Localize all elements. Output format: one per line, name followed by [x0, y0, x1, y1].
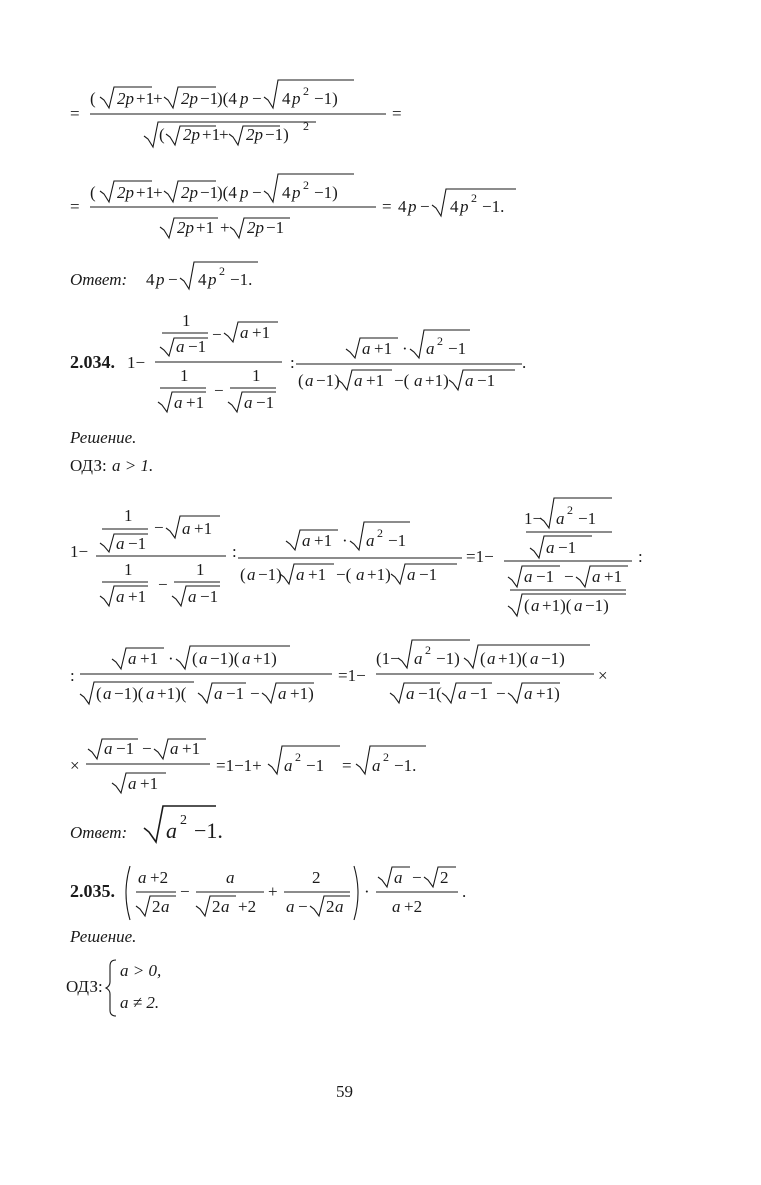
svg-text:−1): −1): [316, 371, 340, 390]
svg-text:+1: +1: [140, 649, 159, 668]
svg-text:+1: +1: [252, 323, 271, 342]
svg-text:2: 2: [212, 897, 221, 916]
answer-top: [70, 262, 258, 289]
svg-text:−1: −1: [266, 218, 285, 237]
svg-text:a: a: [465, 371, 474, 390]
svg-text:.: .: [462, 882, 467, 901]
svg-text:+1: +1: [202, 125, 221, 144]
svg-text:−1: −1: [448, 339, 467, 358]
svg-text:p: p: [208, 270, 217, 289]
svg-text:(: (: [192, 649, 198, 668]
svg-text:2: 2: [440, 868, 449, 887]
svg-text:a: a: [414, 649, 423, 668]
svg-text:2: 2: [383, 750, 389, 764]
svg-text:−1: −1: [536, 567, 555, 586]
svg-text:2: 2: [303, 178, 309, 192]
svg-text:+1: +1: [186, 393, 205, 412]
svg-text:p: p: [240, 183, 249, 202]
svg-text:1: 1: [124, 560, 133, 579]
svg-text:a: a: [284, 756, 293, 775]
svg-text:a: a: [414, 371, 423, 390]
svg-text:a: a: [556, 509, 565, 528]
svg-text:a: a: [278, 684, 287, 703]
svg-text:−: −: [180, 882, 190, 901]
svg-text:a: a: [407, 565, 416, 584]
svg-text:a: a: [530, 649, 539, 668]
svg-text:−1): −1): [436, 649, 460, 668]
svg-text:p: p: [292, 183, 301, 202]
svg-text:a: a: [362, 339, 371, 358]
answer-label: Ответ:: [70, 823, 128, 842]
svg-text:a: a: [240, 323, 249, 342]
svg-text:−1: −1: [470, 684, 489, 703]
svg-text:a: a: [104, 739, 113, 758]
svg-text:·: ·: [364, 882, 370, 901]
svg-text:4: 4: [282, 183, 291, 202]
svg-text:+1)(: +1)(: [542, 596, 572, 615]
svg-text:(: (: [240, 565, 246, 584]
svg-text:a: a: [244, 393, 253, 412]
svg-text:+: +: [153, 89, 163, 108]
svg-text:2: 2: [295, 750, 301, 764]
svg-text:+1: +1: [374, 339, 393, 358]
svg-text:·: ·: [168, 649, 174, 668]
svg-text:+1: +1: [182, 739, 201, 758]
svg-text:−1: −1: [306, 756, 325, 775]
equation-line-4: [70, 640, 608, 704]
svg-text:)(4: )(4: [217, 89, 237, 108]
svg-text:2: 2: [219, 264, 225, 278]
svg-text:a: a: [392, 897, 401, 916]
equation-line-2: [70, 174, 516, 238]
svg-text:−: −: [154, 518, 164, 537]
svg-text:1−: 1−: [127, 353, 146, 372]
svg-text:a: a: [592, 567, 601, 586]
svg-text:a: a: [296, 565, 305, 584]
svg-text:1−: 1−: [70, 542, 89, 561]
svg-text:a: a: [174, 393, 183, 412]
svg-text:+1): +1): [367, 565, 391, 584]
svg-text:)(4: )(4: [217, 183, 237, 202]
svg-text:−: −: [142, 739, 152, 758]
svg-text:4: 4: [398, 197, 407, 216]
svg-text:(: (: [298, 371, 304, 390]
svg-text:−1: −1: [200, 183, 219, 202]
svg-text:−1): −1): [585, 596, 609, 615]
svg-text:a: a: [247, 565, 256, 584]
svg-text:+1): +1): [536, 684, 560, 703]
svg-text:4: 4: [198, 270, 207, 289]
svg-text:a: a: [524, 567, 533, 586]
svg-text:−1: −1: [256, 393, 275, 412]
svg-text:−1: −1: [558, 538, 577, 557]
svg-text:(: (: [90, 183, 96, 202]
svg-text:a: a: [116, 534, 125, 553]
svg-text:2p: 2p: [181, 89, 198, 108]
odz-condition-1: a > 0,: [120, 961, 162, 980]
svg-text:a: a: [335, 897, 344, 916]
svg-text:1: 1: [180, 366, 189, 385]
svg-text:2p: 2p: [247, 218, 264, 237]
svg-text:+1): +1): [290, 684, 314, 703]
svg-text:=: =: [70, 197, 80, 216]
svg-text:−1.: −1.: [482, 197, 505, 216]
svg-text:a: a: [458, 684, 467, 703]
svg-text:2: 2: [425, 643, 431, 657]
svg-text:a: a: [487, 649, 496, 668]
svg-text:+1: +1: [314, 531, 333, 550]
svg-text:·: ·: [402, 339, 408, 358]
solution-label: Решение.: [70, 927, 137, 946]
svg-text:=1−1+: =1−1+: [216, 756, 262, 775]
svg-text:2: 2: [312, 868, 321, 887]
svg-text:a: a: [394, 868, 403, 887]
svg-text:a: a: [170, 739, 179, 758]
svg-text:a: a: [531, 596, 540, 615]
svg-text:+1: +1: [194, 519, 213, 538]
svg-text:−1: −1: [226, 684, 245, 703]
svg-text:a: a: [199, 649, 208, 668]
svg-text:−(: −(: [394, 371, 410, 390]
svg-text:−1: −1: [388, 531, 407, 550]
svg-text:−: −: [252, 183, 262, 202]
svg-text:−1): −1): [314, 89, 338, 108]
svg-text:a: a: [286, 897, 295, 916]
svg-text:2: 2: [303, 84, 309, 98]
svg-text:p: p: [460, 197, 469, 216]
svg-text:+1: +1: [136, 183, 155, 202]
svg-text:−: −: [298, 897, 308, 916]
odz-condition-2: a ≠ 2.: [120, 993, 160, 1012]
svg-text:=: =: [392, 104, 402, 123]
svg-text:a: a: [138, 868, 147, 887]
svg-text:−1: −1: [419, 565, 438, 584]
svg-text:4: 4: [282, 89, 291, 108]
odz-2035: [66, 960, 161, 1016]
svg-text:2p: 2p: [183, 125, 200, 144]
svg-text:p: p: [408, 197, 417, 216]
svg-text:a: a: [366, 531, 375, 550]
svg-text:1: 1: [252, 366, 261, 385]
svg-text:+1: +1: [366, 371, 385, 390]
solution-label: Решение.: [70, 428, 137, 447]
svg-text:−1): −1): [541, 649, 565, 668]
svg-text::: :: [70, 666, 75, 685]
svg-text:a: a: [406, 684, 415, 703]
svg-text:a: a: [128, 774, 137, 793]
svg-text:+1): +1): [253, 649, 277, 668]
svg-text:+1: +1: [128, 587, 147, 606]
svg-text:a: a: [161, 897, 170, 916]
svg-text:−1): −1): [265, 125, 289, 144]
svg-text:2: 2: [326, 897, 335, 916]
svg-text:−: −: [412, 868, 422, 887]
svg-text:a: a: [116, 587, 125, 606]
svg-text:−1: −1: [116, 739, 135, 758]
svg-text:4: 4: [450, 197, 459, 216]
svg-text:−1): −1): [314, 183, 338, 202]
svg-text:−1.: −1.: [230, 270, 253, 289]
svg-text:2p: 2p: [246, 125, 263, 144]
answer-2034: [70, 806, 223, 843]
svg-text:+1)(: +1)(: [498, 649, 528, 668]
svg-text:(: (: [159, 125, 165, 144]
svg-text:a: a: [146, 684, 155, 703]
svg-text:a: a: [354, 371, 363, 390]
svg-text:1: 1: [182, 311, 191, 330]
svg-text:−1): −1): [258, 565, 282, 584]
svg-text:2: 2: [152, 897, 161, 916]
svg-text::: :: [290, 353, 295, 372]
svg-text:a: a: [214, 684, 223, 703]
svg-text:+1: +1: [308, 565, 327, 584]
svg-text:2p: 2p: [117, 89, 134, 108]
svg-text:−: −: [212, 325, 222, 344]
answer-label: Ответ:: [70, 270, 128, 289]
svg-text:a: a: [166, 818, 177, 843]
svg-text:×: ×: [70, 756, 80, 775]
svg-text:+1: +1: [196, 218, 215, 237]
svg-text:−1)(: −1)(: [114, 684, 144, 703]
problem-2034-statement: [70, 311, 526, 412]
svg-text:=: =: [342, 756, 352, 775]
odz-label: ОДЗ:: [66, 977, 103, 996]
odz-value: a > 1.: [112, 456, 154, 475]
svg-text:+2: +2: [404, 897, 423, 916]
svg-text:−: −: [252, 89, 262, 108]
equation-line-3: [70, 498, 643, 616]
svg-text:+1): +1): [425, 371, 449, 390]
svg-text:=1−: =1−: [338, 666, 366, 685]
svg-text:2: 2: [180, 813, 187, 828]
svg-text:−: −: [250, 684, 260, 703]
svg-text:2: 2: [377, 526, 383, 540]
svg-text:(: (: [96, 684, 102, 703]
svg-text:−: −: [564, 567, 574, 586]
svg-text:4: 4: [146, 270, 155, 289]
svg-text:−1: −1: [477, 371, 496, 390]
svg-text:p: p: [292, 89, 301, 108]
svg-text:a: a: [574, 596, 583, 615]
svg-text:+: +: [219, 125, 229, 144]
svg-text:+1)(: +1)(: [157, 684, 187, 703]
svg-text:a: a: [242, 649, 251, 668]
svg-text:−1: −1: [200, 587, 219, 606]
svg-text:+1: +1: [604, 567, 623, 586]
svg-text::: :: [638, 547, 643, 566]
svg-text:1−: 1−: [524, 509, 543, 528]
svg-text:−: −: [214, 381, 224, 400]
svg-text:2: 2: [303, 119, 309, 133]
svg-text:2p: 2p: [117, 183, 134, 202]
svg-text:−1: −1: [128, 534, 147, 553]
svg-text:a: a: [426, 339, 435, 358]
svg-text:−1: −1: [578, 509, 597, 528]
svg-text:−: −: [420, 197, 430, 216]
svg-text:−1(: −1(: [418, 684, 442, 703]
svg-text:p: p: [156, 270, 165, 289]
svg-text:−(: −(: [336, 565, 352, 584]
svg-text:−: −: [158, 575, 168, 594]
svg-text:a: a: [356, 565, 365, 584]
svg-text:−: −: [496, 684, 506, 703]
page-number: 59: [336, 1082, 353, 1101]
equation-line-5: [70, 739, 426, 793]
svg-text:+: +: [268, 882, 278, 901]
svg-text:a: a: [546, 538, 555, 557]
svg-text:=: =: [382, 197, 392, 216]
svg-text:a: a: [226, 868, 235, 887]
svg-text:+1: +1: [136, 89, 155, 108]
svg-text:+: +: [220, 218, 230, 237]
svg-text:−: −: [168, 270, 178, 289]
svg-text:a: a: [182, 519, 191, 538]
svg-text:+2: +2: [150, 868, 169, 887]
problem-number: 2.034.: [70, 352, 115, 372]
svg-text:a: a: [302, 531, 311, 550]
svg-text:=: =: [70, 104, 80, 123]
svg-text:=1−: =1−: [466, 547, 494, 566]
equation-line-1: [70, 80, 402, 147]
svg-text:a: a: [188, 587, 197, 606]
svg-text:p: p: [240, 89, 249, 108]
svg-text:a: a: [372, 756, 381, 775]
svg-text:.: .: [522, 353, 527, 372]
svg-text:a: a: [524, 684, 533, 703]
svg-text:(: (: [90, 89, 96, 108]
svg-text:(1−: (1−: [376, 649, 400, 668]
svg-text:·: ·: [342, 531, 348, 550]
svg-text:1: 1: [124, 506, 133, 525]
svg-text:−1)(: −1)(: [210, 649, 240, 668]
problem-2035-statement: [70, 866, 466, 920]
svg-text:−1.: −1.: [394, 756, 417, 775]
svg-text:−1: −1: [188, 337, 207, 356]
svg-text::: :: [232, 542, 237, 561]
svg-text:+: +: [153, 183, 163, 202]
svg-text:(: (: [480, 649, 486, 668]
svg-text:2: 2: [471, 191, 477, 205]
problem-number: 2.035.: [70, 881, 115, 901]
svg-text:(: (: [524, 596, 530, 615]
svg-text:−1: −1: [200, 89, 219, 108]
svg-text:2p: 2p: [177, 218, 194, 237]
svg-text:a: a: [176, 337, 185, 356]
svg-text:2: 2: [437, 334, 443, 348]
svg-text:a: a: [305, 371, 314, 390]
svg-text:a: a: [221, 897, 230, 916]
svg-text:−1.: −1.: [194, 818, 223, 843]
svg-text:a: a: [128, 649, 137, 668]
svg-text:2p: 2p: [181, 183, 198, 202]
svg-text:+1: +1: [140, 774, 159, 793]
svg-text:2: 2: [567, 503, 573, 517]
svg-text:+2: +2: [238, 897, 257, 916]
svg-text:a: a: [103, 684, 112, 703]
odz-label: ОДЗ:: [70, 456, 107, 475]
svg-text:×: ×: [598, 666, 608, 685]
svg-text:1: 1: [196, 560, 205, 579]
